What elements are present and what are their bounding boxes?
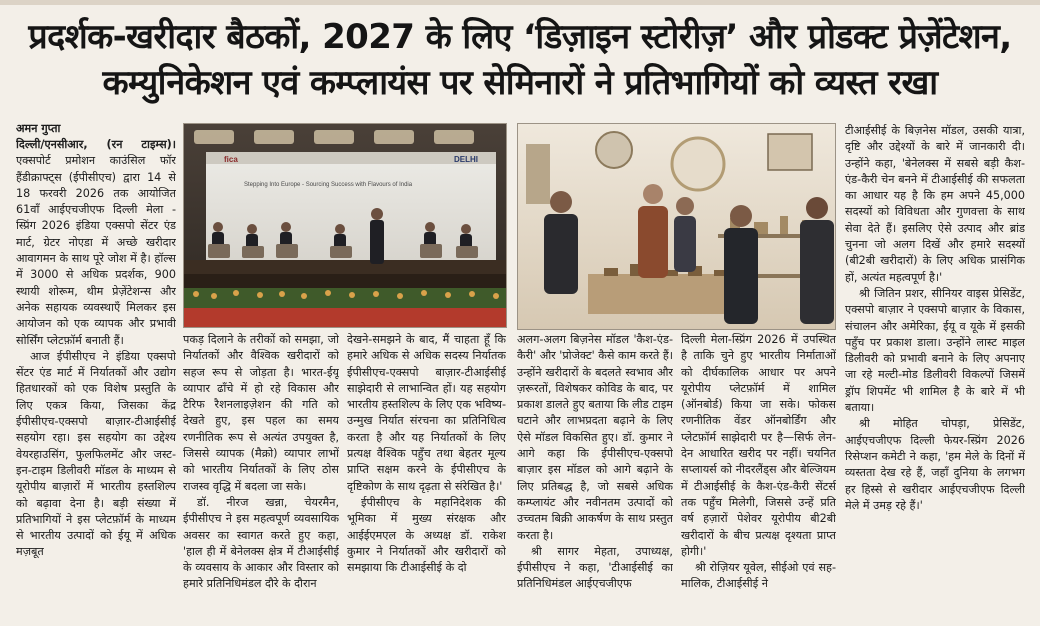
column-2-paragraph-1: पकड़ दिलाने के तरीकों को समझा, जो निर्यातकों और वैश्विक खरीदारों को सहज रूप से जोड़ता है। भारत-ईयू व्यापार ढाँचे में हो रहे विकास और टैरिफ रैशनलाइज़ेशन की गति को देखते हुए, इस पहल का समय रणनीतिक रूप से अत्यंत उपयुक्त है, जिससे व्यापक (मैक्रो) व्यापार लाभों को भारतीय निर्यातकों के लिए ठोस राजस्व वृद्धि में बदला जा सके। — [183, 333, 339, 493]
banner-text: Stepping Into Europe - Sourcing Success with Flavours of India — [244, 182, 413, 188]
column-4-paragraph-2: श्री सागर मेहता, उपाध्यक्ष, ईपीसीएच ने कहा, 'टीआईसीई का प्रतिनिधिमंडल आईएचजीएफ — [517, 544, 673, 591]
headline — [0, 14, 1040, 106]
column-4-paragraph-1: अलग-अलग बिज़नेस मॉडल 'कैश-एंड-कैरी' और 'प्रोजेक्ट' कैसे काम करते हैं। उन्होंने खरीदारों के बदलते स्वभाव और ज़रूरतों, विशेषकर कोविड के बाद, पर प्रकाश डालते हुए बताया कि लीड टाइम घटाने और लाभप्रदता बढ़ाने के लिए ऐसे मॉडल विकसित हुए। डॉ. कुमार ने आगे कहा कि ईपीसीएच-एक्सपो बाज़ार इस मॉडल को आगे बढ़ाने के लिए प्रतिबद्ध है, जो सबसे अधिक कम्प्लायंट और नवीनतम उत्पादों को उच्चतम बिक्री आकर्षण के साथ प्रस्तुत करता है। — [517, 333, 673, 542]
article-column-4 — [517, 332, 673, 622]
article-column-5 — [681, 332, 836, 622]
article-column-6 — [845, 123, 1025, 622]
column-5-paragraph-2: श्री रोज़ियर यूवेल, सीईओ एवं सह-मालिक, टीआईसीई ने — [681, 561, 836, 591]
seminar-stage-photo — [183, 123, 507, 328]
article-column-2 — [183, 332, 339, 622]
column-1-paragraph-1: एक्सपोर्ट प्रमोशन काउंसिल फॉर हैंडीक्राफ्ट्स (ईपीसीएच) द्वारा 14 से 18 फरवरी 2026 तक आयोजित 61वाँ आईएचजीएफ दिल्ली मेला - स्प्रिंग 2026 इंडिया एक्सपो सेंटर एंड मार्ट, ग्रेटर नोएडा में अच्छे खरीदार आवागमन के साथ पूरे जोश में है। हॉल्स में 3000 से अधिक प्रदर्शक, 900 स्थायी शोरूम, थीम प्रेज़ेंटेशन्स और अनेक सहायक व्यवस्थाएँ मिलकर इस आयोजन को एक व्यापक और प्रभावी सोर्सिंग प्लेटफ़ॉर्म बनाती हैं। — [16, 154, 176, 347]
seminar-stage-illustration — [184, 124, 507, 328]
column-6-paragraph-1: टीआईसीई के बिज़नेस मॉडल, उसकी यात्रा, दृष्टि और उद्देश्यों के बारे में जानकारी दी। उन्होंने कहा, 'बेनेलक्स में सबसे बड़ी कैश-एंड-कैरी चेन बनने में टीआईसीई की सफलता का आधार यह है कि हम अपने 45,000 सदस्यों को विविधता और गुणवत्ता के साथ सेवा देते हैं। इसलिए ऐसे उत्पाद और ब्रांड चुनना जो अलग दिखें और हमारे सदस्यों (बी2बी खरीदारों) के लिए अधिक प्रासंगिक हों, अत्यंत महत्वपूर्ण है।' — [845, 124, 1025, 284]
headline-line-2: कम्युनिकेशन एवं कम्प्लायंस पर सेमिनारों ने प्रतिभागियों को व्यस्त रखा — [102, 63, 938, 103]
column-3-paragraph-1: देखने-समझने के बाद, मैं चाहता हूँ कि हमारे अधिक से अधिक सदस्य निर्यातक ईपीसीएच-एक्सपो बाज़ार-टीआईसीई साझेदारी से लाभान्वित हों। यह सहयोग भारतीय हस्तशिल्प के लिए एक भविष्य-उन्मुख निर्यात संरचना का प्रतिनिधित्व करता है और यह निर्यातकों के लिए प्रत्यक्ष वैश्विक पहुँच तथा बेहतर मूल्य प्राप्ति सक्षम करने के ईपीसीएच के दृष्टिकोण के साथ दृढ़ता से संरेखित है।' — [347, 333, 506, 493]
article-column-3 — [347, 332, 506, 622]
column-6-paragraph-2: श्री जितिन प्रशर, सीनियर वाइस प्रेसिडेंट, एक्सपो बाज़ार ने एक्सपो बाज़ार के विकास, संचालन और अमेरिका, ईयू व यूके में इसकी पहुँच पर प्रकाश डाला। उन्होंने लास्ट माइल डिलीवरी को प्रभावी बनाने के लिए अपनाए जा रहे मल्टी-मोड डिलीवरी विकल्पों जिसमें ड्रॉप शिपमेंट भी शामिल है के बारे में भी बताया। — [845, 286, 1025, 415]
byline — [16, 121, 176, 137]
article-column-1 — [16, 137, 176, 622]
top-rule — [0, 0, 1040, 5]
showroom-photo — [517, 123, 836, 330]
column-6-paragraph-3: श्री मोहित चोपड़ा, प्रेसिडेंट, आईएचजीएफ दिल्ली फेयर-स्प्रिंग 2026 रिसेप्शन कमेटी ने कहा, 'हम मेले के दिनों में व्यस्तता देख रहे हैं, जहाँ दुनिया के लगभग हर हिस्से से खरीदार आईएचजीएफ दिल्ली मेले में उमड़ रहे हैं।' — [845, 417, 1025, 512]
banner-logo-left: fica — [224, 155, 238, 164]
column-1-paragraph-2: आज ईपीसीएच ने इंडिया एक्सपो सेंटर एंड मार्ट में निर्यातकों और उद्योग हितधारकों को एक विशेष प्रस्तुति के लिए एकत्र किया, जिसका केंद्र ईपीसीएच-एक्सपो बाज़ार-टीआईसीई सहयोग रहा। इस सहयोग का उद्देश्य वेयरहाउसिंग, फुलफिलमेंट और जस्ट-इन-टाइम डिलीवरी मॉडल के माध्यम से यूरोपीय बाज़ारों में भारतीय हस्तशिल्प को बढ़ावा देना है। बड़ी संख्या में प्रतिभागियों ने इस प्लेटफ़ॉर्म के माध्यम से भारतीय उत्पादों को ईयू में अधिक मज़बूत — [16, 349, 176, 559]
column-2-paragraph-2: डॉ. नीरज खन्ना, चेयरमैन, ईपीसीएच ने इस महत्वपूर्ण व्यवसायिक अवसर का स्वागत करते हुए कहा, 'हाल ही में बेनेलक्स क्षेत्र में टीआईसीई के व्यवसाय के आकार और विस्तार को हमारे प्रतिनिधिमंडल दौरे के दौरान — [183, 495, 339, 591]
headline-line-1: प्रदर्शक-खरीदार बैठकों, 2027 के लिए ‘डिज़ाइन स्टोरीज़’ और प्रोडक्ट प्रेज़ेंटेशन, — [28, 17, 1012, 57]
column-3-paragraph-2: ईपीसीएच के महानिदेशक की भूमिका में मुख्य संरक्षक और आईईएमएल के अध्यक्ष डॉ. राकेश कुमार ने निर्यातकों और खरीदारों को समझाया कि टीआईसीई के दो — [347, 495, 506, 575]
banner-logo-right: DELHI — [454, 155, 478, 164]
byline-author: अमन गुप्ता — [16, 122, 61, 135]
byline-location: दिल्ली/एनसीआर, (रन टाइम्स)। — [16, 138, 176, 151]
showroom-illustration — [518, 124, 836, 330]
column-5-paragraph-1: दिल्ली मेला-स्प्रिंग 2026 में उपस्थित है ताकि चुने हुए भारतीय निर्माताओं को दीर्घकालिक आधार पर अपने यूरोपीय प्लेटफ़ॉर्म में शामिल (ऑनबोर्ड) किया जा सके। फोकस रणनीतिक वेंडर ऑनबोर्डिंग और प्लेटफ़ॉर्म साझेदारी पर है—सिर्फ लेन-देन आधारित खरीद पर नहीं। चयनित सप्लायर्स को नीदरलैंड्स और बेल्जियम में टीआईसीई के कैश-एंड-कैरी सेंटर्स तक पहुँच मिलेगी, जिससे उन्हें प्रति वर्ष हज़ारों पेशेवर यूरोपीय बी2बी खरीदारों के बीच प्रत्यक्ष दृश्यता प्राप्त होगी।' — [681, 333, 836, 558]
